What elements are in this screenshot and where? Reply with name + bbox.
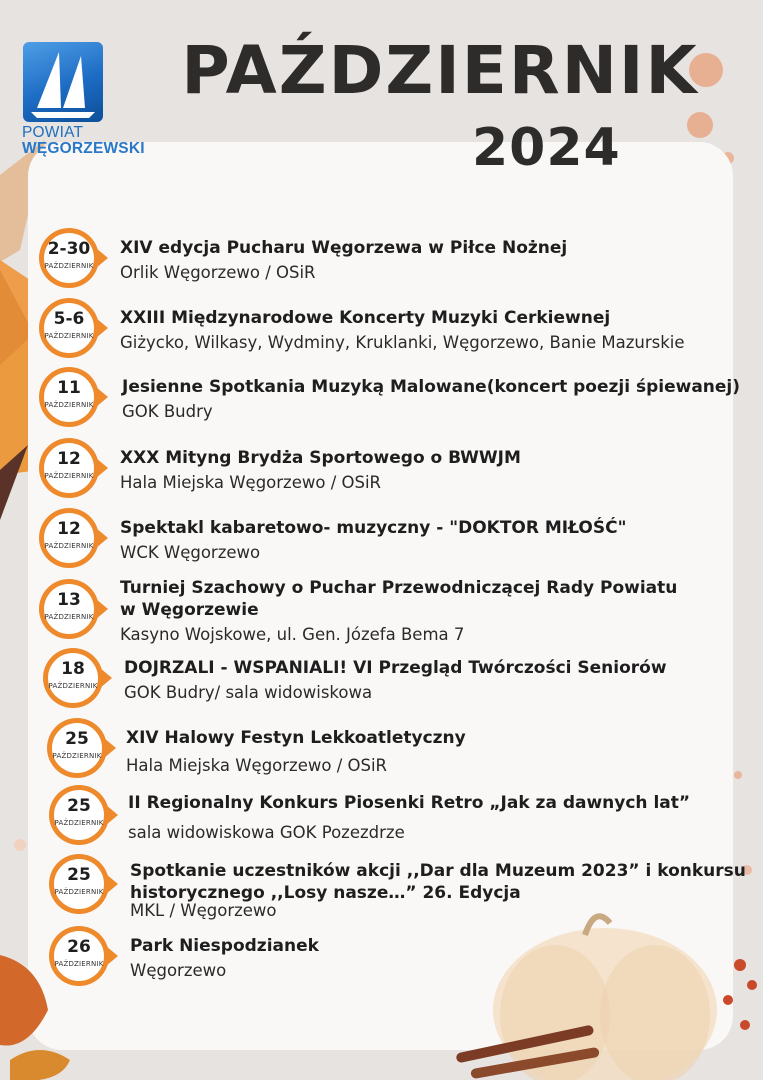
leaf-shape bbox=[0, 955, 48, 1046]
logo-text-wegorzewski: WĘGORZEWSKI bbox=[22, 140, 145, 157]
event-title: DOJRZALI - WSPANIALI! VI Przegląd Twórczości Seniorów bbox=[124, 658, 667, 678]
page-title: PAŹDZIERNIK bbox=[181, 32, 699, 109]
event-date: 25 bbox=[65, 729, 89, 749]
event-date: 2-30 bbox=[47, 239, 91, 259]
event-month: PAŹDZIERNIK bbox=[54, 960, 104, 968]
event-date: 18 bbox=[61, 659, 85, 679]
sail-icon bbox=[23, 42, 103, 122]
event-month: PAŹDZIERNIK bbox=[44, 613, 94, 621]
event-place: sala widowiskowa GOK Pozezdrze bbox=[128, 823, 405, 842]
event-month: PAŹDZIERNIK bbox=[44, 542, 94, 550]
event-month: PAŹDZIERNIK bbox=[54, 819, 104, 827]
event-title-line2: historycznego ,,Losy nasze…” 26. Edycja bbox=[130, 883, 521, 903]
event-title: XXX Mityng Brydża Sportowego o BWWJM bbox=[120, 448, 521, 468]
event-month: PAŹDZIERNIK bbox=[54, 888, 104, 896]
event-title: XIV Halowy Festyn Lekkoatletyczny bbox=[126, 728, 466, 748]
page-year: 2024 bbox=[472, 118, 621, 178]
event-place: MKL / Węgorzewo bbox=[130, 901, 277, 920]
event-title: Turniej Szachowy o Puchar Przewodniczącej Rady Powiatu bbox=[120, 578, 678, 598]
powiat-logo bbox=[20, 40, 165, 165]
logo-text-powiat: POWIAT bbox=[22, 124, 84, 141]
berry bbox=[723, 995, 733, 1005]
event-title: XIV edycja Pucharu Węgorzewa w Piłce Nożnej bbox=[120, 238, 568, 258]
logo-emblem bbox=[23, 42, 103, 122]
event-month: PAŹDZIERNIK bbox=[44, 401, 94, 409]
event-month: PAŹDZIERNIK bbox=[48, 682, 98, 690]
event-date: 12 bbox=[57, 519, 81, 539]
event-date: 11 bbox=[57, 378, 81, 398]
event-date: 25 bbox=[67, 796, 91, 816]
event-place: Orlik Węgorzewo / OSiR bbox=[120, 263, 316, 282]
event-place: Węgorzewo bbox=[130, 961, 227, 980]
event-date: 5-6 bbox=[53, 309, 85, 329]
event-place: Giżycko, Wilkasy, Wydminy, Kruklanki, Węgorzewo, Banie Mazurskie bbox=[120, 333, 685, 352]
event-title: II Regionalny Konkurs Piosenki Retro „Jak za dawnych lat” bbox=[128, 793, 691, 813]
event-place: GOK Budry/ sala widowiskowa bbox=[124, 683, 373, 702]
event-date: 25 bbox=[67, 865, 91, 885]
event-place: Kasyno Wojskowe, ul. Gen. Józefa Bema 7 bbox=[120, 625, 465, 644]
event-place: Hala Miejska Węgorzewo / OSiR bbox=[120, 473, 382, 492]
event-date: 13 bbox=[57, 590, 81, 610]
event-title: Park Niespodzianek bbox=[130, 936, 319, 956]
event-date: 26 bbox=[67, 937, 91, 957]
event-month: PAŹDZIERNIK bbox=[44, 332, 94, 340]
event-month: PAŹDZIERNIK bbox=[44, 472, 94, 480]
event-date: 12 bbox=[57, 449, 81, 469]
event-month: PAŹDZIERNIK bbox=[44, 262, 94, 270]
event-title: Spotkanie uczestników akcji ,,Dar dla Muzeum 2023” i konkursu bbox=[130, 861, 746, 881]
event-title: XXIII Międzynarodowe Koncerty Muzyki Cerkiewnej bbox=[120, 308, 611, 328]
berry bbox=[734, 959, 746, 971]
berry bbox=[747, 980, 757, 990]
leaf-shape bbox=[10, 1050, 70, 1080]
event-title-line2: w Węgorzewie bbox=[120, 600, 259, 620]
pumpkin-shape bbox=[600, 945, 710, 1080]
event-place: WCK Węgorzewo bbox=[120, 543, 261, 562]
event-month: PAŹDZIERNIK bbox=[52, 752, 102, 760]
event-place: Hala Miejska Węgorzewo / OSiR bbox=[126, 756, 388, 775]
berry bbox=[740, 1020, 750, 1030]
event-title: Spektakl kabaretowo- muzyczny - "DOKTOR MIŁOŚĆ" bbox=[120, 518, 627, 538]
event-place: GOK Budry bbox=[122, 402, 213, 421]
event-title: Jesienne Spotkania Muzyką Malowane(koncert poezji śpiewanej) bbox=[122, 377, 741, 397]
